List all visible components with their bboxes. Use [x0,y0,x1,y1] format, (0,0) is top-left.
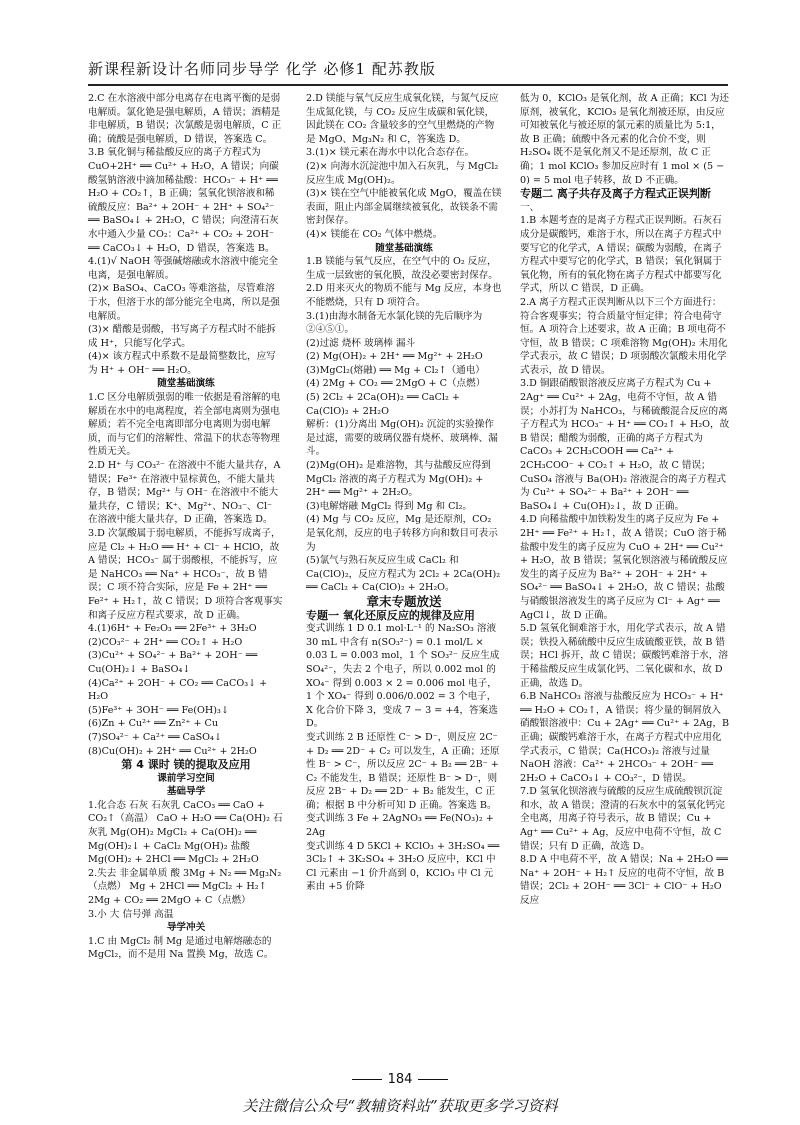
paragraph: 4.D 向稀盐酸中加铁粉发生的离子反应为 Fe + 2H⁺ ══ Fe²⁺ + H₂↑，故 A 错误；CuO 溶于稀盐酸中发生的离子反应为 CuO + 2H⁺ ══ Cu²⁺ + H₂O，故 B 错误；氢氧化钡溶液与稀硫酸反应发生的离子反应为 Ba²⁺ + 2OH⁻ + 2H⁺ + SO₄²⁻ ══ BaSO₄↓ + 2H₂O，故 C 错误；盐酸与硝酸银溶液发生的离子反应为 Cl⁻ + Ag⁺ ══ AgCl↓，故 D 正确。 [520,514,728,621]
chapter-heading: 章末专题放送 [366,593,442,609]
paragraph: 2.失去 非金属单质 酸 3Mg + N₂ ══ Mg₃N₂（点燃） Mg + 2HCl ══ MgCl₂ + H₂↑ 2Mg + CO₂ ══ 2MgO + C（点燃） [88,867,282,907]
paragraph: (6)Zn + Cu²⁺ ══ Zn²⁺ + Cu [88,718,219,730]
paragraph: 3.D 次氯酸属于弱电解质，不能拆写成离子，应是 Cl₂ + H₂O ══ H⁺ + Cl⁻ + HClO，故 A 错误；HCO₃⁻ 属于弱酸根，不能拆写，应是 NaHCO₃ ══ Na⁺ + HCO₃⁻，故 B 错误；C 项不符合实际，应是 Fe + 2H⁺ ══ Fe²⁺ + H₂↑，故 C 错误；D 项符合客观事实和离子反应方程式要求，故 D 正确。 [88,528,283,621]
column-middle [306,92,502,894]
paragraph: (5) 2Cl₂ + 2Ca(OH)₂ ══ CaCl₂ + Ca(ClO)₂ + 2H₂O [306,392,460,417]
section-heading: 随堂基础演练 [375,242,433,254]
paragraph: 7.D 氢氧化钡溶液与硫酸的反应生成硫酸钡沉淀和水，故 A 错误；澄清的石灰水中的氢氧化钙完全电离，用离子符号表示，故 B 错误；Cu + Ag⁺ ══ Cu²⁺ + Ag，反应中电荷不守恒，故 C 错误；只有 D 正确，故选 D。 [520,786,725,852]
paragraph: 变式训练 1 D 0.1 mol·L⁻¹ 的 Na₂SO₃ 溶液 30 mL 中含有 n(SO₃²⁻) = 0.1 mol/L × 0.03 L = 0.003 mol，1 个 SO₃²⁻ 反应生成 SO₄²⁻，失去 2 个电子，所以 0.002 mol 的 XO₄⁻ 得到 0.003 × 2 = 0.006 mol 电子，1 个 XO₄⁻ 得到 0.006/0.002 = 3 个电子，X 化合价下降 3，变成 7 − 3 = +4，答案选 D。 [306,623,500,730]
paragraph: 1.化合态 石灰 石灰乳 CaCO₃ ══ CaO + CO₂↑（高温） CaO + H₂O ══ Ca(OH)₂ 石灰乳 Mg(OH)₂ MgCl₂ + Ca(OH)₂ ══ Mg(OH)₂↓ + CaCl₂ Mg(OH)₂ 盐酸 Mg(OH)₂ + 2HCl ══ MgCl₂ + 2H₂O [88,799,283,866]
paragraph: (4)× 镁能在 CO₂ 气体中燃烧。 [306,228,443,240]
section-heading: 基础导学 [166,786,206,798]
topic-heading: 专题一 氧化还原反应的规律及应用 [306,608,475,622]
paragraph: 5.D 氢氧化铜难溶于水，用化学式表示，故 A 错误；铁投入稀硫酸中反应生成硫酸亚铁，故 B 错误；HCl 拆开，故 C 错误；碳酸钙难溶于水，溶于稀盐酸反应生成氯化钙、二氧化碳和水，故 D 正确，故选 D。 [520,623,728,689]
paragraph: 2.D 用来灭火的物质不能与 Mg 反应，本身也不能燃烧，只有 D 项符合。 [306,283,502,308]
paragraph: (2)× BaSO₄、CaCO₃ 等难溶盐，尽管难溶于水，但溶于水的部分能完全电离，所以是强电解质。 [88,283,280,322]
paragraph: (5)Fe³⁺ + 3OH⁻ ══ Fe(OH)₃↓ [88,704,229,716]
section-heading: 课前学习空间 [157,772,215,784]
paragraph: 1.B 本题考查的是离子方程式正误判断。石灰石成分是碳酸钙，难溶于水，所以在离子方程式中要写它的化学式，A 错误；碳酸为弱酸，在离子方程式中要写它的化学式，B 错误；氧化铜属于氧化物，所有的氧化物在离子方程式中都要写化学式，所以 C 错误，D 正确。 [520,215,722,295]
paragraph: 解析：(1)分离出 Mg(OH)₂ 沉淀的实验操作是过滤，需要的玻璃仪器有烧杯、玻璃棒、漏斗。 [306,419,498,458]
paragraph: 变式训练 3 Fe + 2AgNO₃ ══ Fe(NO₃)₂ + 2Ag [306,813,494,839]
paragraph: (2)CO₃²⁻ + 2H⁺ ══ CO₂↑ + H₂O [88,636,243,648]
paragraph: 4.(1)6H⁺ + Fe₂O₃ ══ 2Fe³⁺ + 3H₂O [88,623,257,635]
lesson-heading: 第 4 课时 镁的提取及应用 [121,758,251,772]
paragraph: 1.C 区分电解质强弱的唯一依据是看溶解的电解质在水中的电离程度，若全部电离则为强电解质；若不完全电离即部分电离则为弱电解质，而与它们的溶解性、常温下的状态等物理性质无关。 [88,392,281,458]
paragraph: (2)Mg(OH)₂ 是难溶物，其与盐酸反应得到 MgCl₂ 溶液的离子方程式为 Mg(OH)₂ + 2H⁺ ══ Mg²⁺ + 2H₂O。 [306,460,491,499]
paragraph: 3.(1)× 镁元素在海水中以化合态存在。 [306,147,475,159]
paragraph: 一、 [520,201,540,213]
paragraph: 2.D 镁能与氧气反应生成氧化镁，与氮气反应生成氮化镁，与 CO₂ 反应生成碳和氧化镁，因此镁在 CO₂ 含量较多的空气里燃烧的产物是 MgO、Mg₃N₂ 和 C，答案选 D。 [306,93,499,145]
paragraph: 变式训练 4 D 5KCl + KClO₃ + 3H₂SO₄ ══ 3Cl₂↑ + 3K₂SO₄ + 3H₂O 反应中，KCl 中 Cl 元素由 −1 价升高到 0，KClO₃ 中 Cl 元素由 +5 价降 [306,840,500,893]
topic-heading: 专题二 离子共存及离子方程式正误判断 [520,187,711,201]
paragraph: (2)× 向海水沉淀池中加入石灰乳，与 MgCl₂ 反应生成 Mg(OH)₂。 [306,160,499,186]
paragraph: (7)SO₄²⁻ + Ca²⁺ ══ CaSO₄↓ [88,731,222,743]
footer-note: 关注微信公众号“教辅资料站”获取更多学习资料 [242,1097,558,1115]
paragraph: 3.B 氧化铜与稀盐酸反应的离子方程式为 CuO+2H⁺ ══ Cu²⁺ + H₂O，A 错误；向碳酸氢钠溶液中滴加稀盐酸：HCO₃⁻ + H⁺ ══ H₂O + CO₂↑，B 正确；氢氧化钡溶液和稀硫酸反应：Ba²⁺ + 2OH⁻ + 2H⁺ + SO₄²⁻ ══ BaSO₄↓ + 2H₂O，C 错误；向澄清石灰水中通入少量 CO₂：Ca²⁺ + CO₂ + 2OH⁻ ══ CaCO₃↓ + H₂O，D 错误，答案选 B。 [88,147,279,254]
paragraph: (3)电解熔融 MgCl₂ 得到 Mg 和 Cl₂。 [306,500,473,512]
paragraph: (4)× 该方程式中系数不是最简整数比，应写为 H⁺ + OH⁻ ══ H₂O。 [88,351,276,376]
paragraph: (3)Cu²⁺ + SO₄²⁻ + Ba²⁺ + 2OH⁻ ══ Cu(OH)₂↓ + BaSO₄↓ [88,650,258,675]
paragraph: 3.(1)由海水制备无水氯化镁的先后顺序为②④⑤①。 [306,310,483,336]
paragraph: 4.(1)√ NaOH 等强碱熔融或水溶液中能完全电离，是强电解质。 [88,256,279,281]
paragraph: 8.D A 中电荷不平，故 A 错误；Na + 2H₂O ══ Na⁺ + 2OH⁻ + H₂↑ 反应的电荷不守恒，故 B 错误；2Cl₂ + 2OH⁻ ══ 3Cl⁻ + ClO⁻ + H₂O 反应 [520,854,728,907]
paragraph: 低为 0，KClO₃ 是氧化剂，故 A 正确；KCl 为还原剂，被氧化，KClO₃ 是氧化剂被还原，由反应可知被氧化与被还原的氯元素的质量比为 5:1，故 B 正确；硫酸中各元素的化合价不变，则 H₂SO₄ 既不是氧化剂又不是还原剂，故 C 正确；1 mol KClO₃ 参加反应时有 1 mol × (5 − 0) = 5 mol 电子转移，故 D 不正确。 [520,93,729,186]
paragraph: 3.D 铜跟硝酸银溶液反应离子方程式为 Cu + 2Ag⁺ ══ Cu²⁺ + 2Ag，电荷不守恒，故 A 错误；小苏打为 NaHCO₃，与稀硫酸混合反应的离子方程式为 HCO₃⁻ + H⁺ ══ CO₂↑ + H₂O，故 B 错误；醋酸为弱酸，正确的离子方程式为 CaCO₃ + 2CH₃COOH ══ Ca²⁺ + 2CH₃COO⁻ + CO₂↑ + H₂O，故 C 错误；CuSO₄ 溶液与 Ba(OH)₂ 溶液混合的离子方程式为 Cu²⁺ + SO₄²⁻ + Ba²⁺ + 2OH⁻ ══ BaSO₄↓ + Cu(OH)₂↓，故 D 正确。 [520,378,730,512]
section-heading: 随堂基础演练 [157,378,215,390]
column-right [520,92,730,908]
paragraph: (3)× 醋酸是弱酸，书写离子方程式时不能拆成 H⁺，只能写化学式。 [88,324,276,349]
paragraph: (4) 2Mg + CO₂ ══ 2MgO + C（点燃） [306,378,486,390]
paragraph: 2.A 离子方程式正误判断从以下三个方面进行：符合客观事实；符合质量守恒定律；符合电荷守恒。A 项符合上述要求，故 A 正确；B 项电荷不守恒，故 B 错误；C 项难溶物 Mg(OH)₂ 未用化学式表示，故 C 错误；D 项弱酸次氯酸未用化学式表示，故 D 错误。 [520,296,728,376]
paragraph: 2.C 在水溶液中部分电离存在电离平衡的是弱电解质。氯化铯是强电解质，A 错误；酒精是非电解质，B 错误；次氯酸是弱电解质，C 正确；硫酸是强电解质，D 错误，答案选 C。 [88,93,282,145]
paragraph: 变式训练 2 B 还原性 C⁻ > D⁻，则反应 2C⁻ + D₂ ══ 2D⁻ + C₂ 可以发生，A 正确；还原性 B⁻ > C⁻，所以反应 2C⁻ + B₂ ══ 2B⁻ + C₂ 不能发生，B 错误；还原性 B⁻ > D⁻，则反应 2B⁻ + D₂ ══ 2D⁻ + B₂ 能发生，C 正确；根据 B 中分析可知 D 正确。答案选 B。 [306,731,500,811]
paragraph: (2) Mg(OH)₂ + 2H⁺ ══ Mg²⁺ + 2H₂O [306,351,483,363]
paragraph: 3.小 大 信号弹 高温 [88,908,174,920]
paragraph: (3)× 镁在空气中能被氧化成 MgO，覆盖在镁表面，阻止内部金属继续被氧化，故镁条不需密封保存。 [306,188,502,227]
header-title: 新课程新设计名师同步导学 化学 必修1 配苏教版 [88,60,436,78]
paragraph: (2)过滤 烧杯 玻璃棒 漏斗 [306,337,416,349]
paragraph: (4) Mg 与 CO₂ 反应，Mg 是还原剂，CO₂ 是氧化剂，反应的电子转移方向和数目可表示为 [306,514,498,553]
paragraph: 1.C 由 MgCl₂ 制 Mg 是通过电解熔融态的 MgCl₂，而不是用 Na 置换 Mg，故选 C。 [88,935,274,961]
paragraph: (3)MgCl₂(熔融) ══ Mg + Cl₂↑（通电） [306,364,485,376]
page-number-text: 184 [387,1072,413,1087]
column-left [88,92,284,962]
paragraph: 2.D H⁺ 与 CO₃²⁻ 在溶液中不能大量共存，A 错误；Fe³⁺ 在溶液中显棕黄色，不能大量共存，B 错误；Mg²⁺ 与 OH⁻ 在溶液中不能大量共存，C 错误；K⁺、Mg²⁺、NO₃⁻、Cl⁻ 在溶液中能大量共存，D 正确，答案选 D。 [88,460,281,526]
paragraph: 6.B NaHCO₃ 溶液与盐酸反应为 HCO₃⁻ + H⁺ ══ H₂O + CO₂↑，A 错误；将少量的铜屑放入硝酸银溶液中：Cu + 2Ag⁺ ══ Cu²⁺ + 2Ag，B 正确；碳酸钙难溶于水，在离子方程式中应用化学式表示，C 错误；Ca(HCO₃)₂ 溶液与过量 NaOH 溶液：Ca²⁺ + 2HCO₃⁻ + 2OH⁻ ══ 2H₂O + CaCO₃↓ + CO₃²⁻，D 错误。 [520,691,730,784]
section-heading: 导学冲关 [166,922,206,934]
paragraph: (5)氯气与熟石灰反应生成 CaCl₂ 和 Ca(ClO)₂，反应方程式为 2Cl₂ + 2Ca(OH)₂ ══ CaCl₂ + Ca(ClO)₂ + 2H₂O。 [306,555,501,594]
paragraph: 1.B 镁能与氧气反应，在空气中的 O₂ 反应，生成一层致密的氧化膜，故没必要密封保存。 [306,256,498,281]
page-number [0,1072,800,1087]
paragraph: (4)Ca²⁺ + 2OH⁻ + CO₂ ══ CaCO₃↓ + H₂O [88,677,268,703]
page-header [88,58,728,86]
paragraph: (8)Cu(OH)₂ + 2H⁺ ══ Cu²⁺ + 2H₂O [88,745,257,757]
